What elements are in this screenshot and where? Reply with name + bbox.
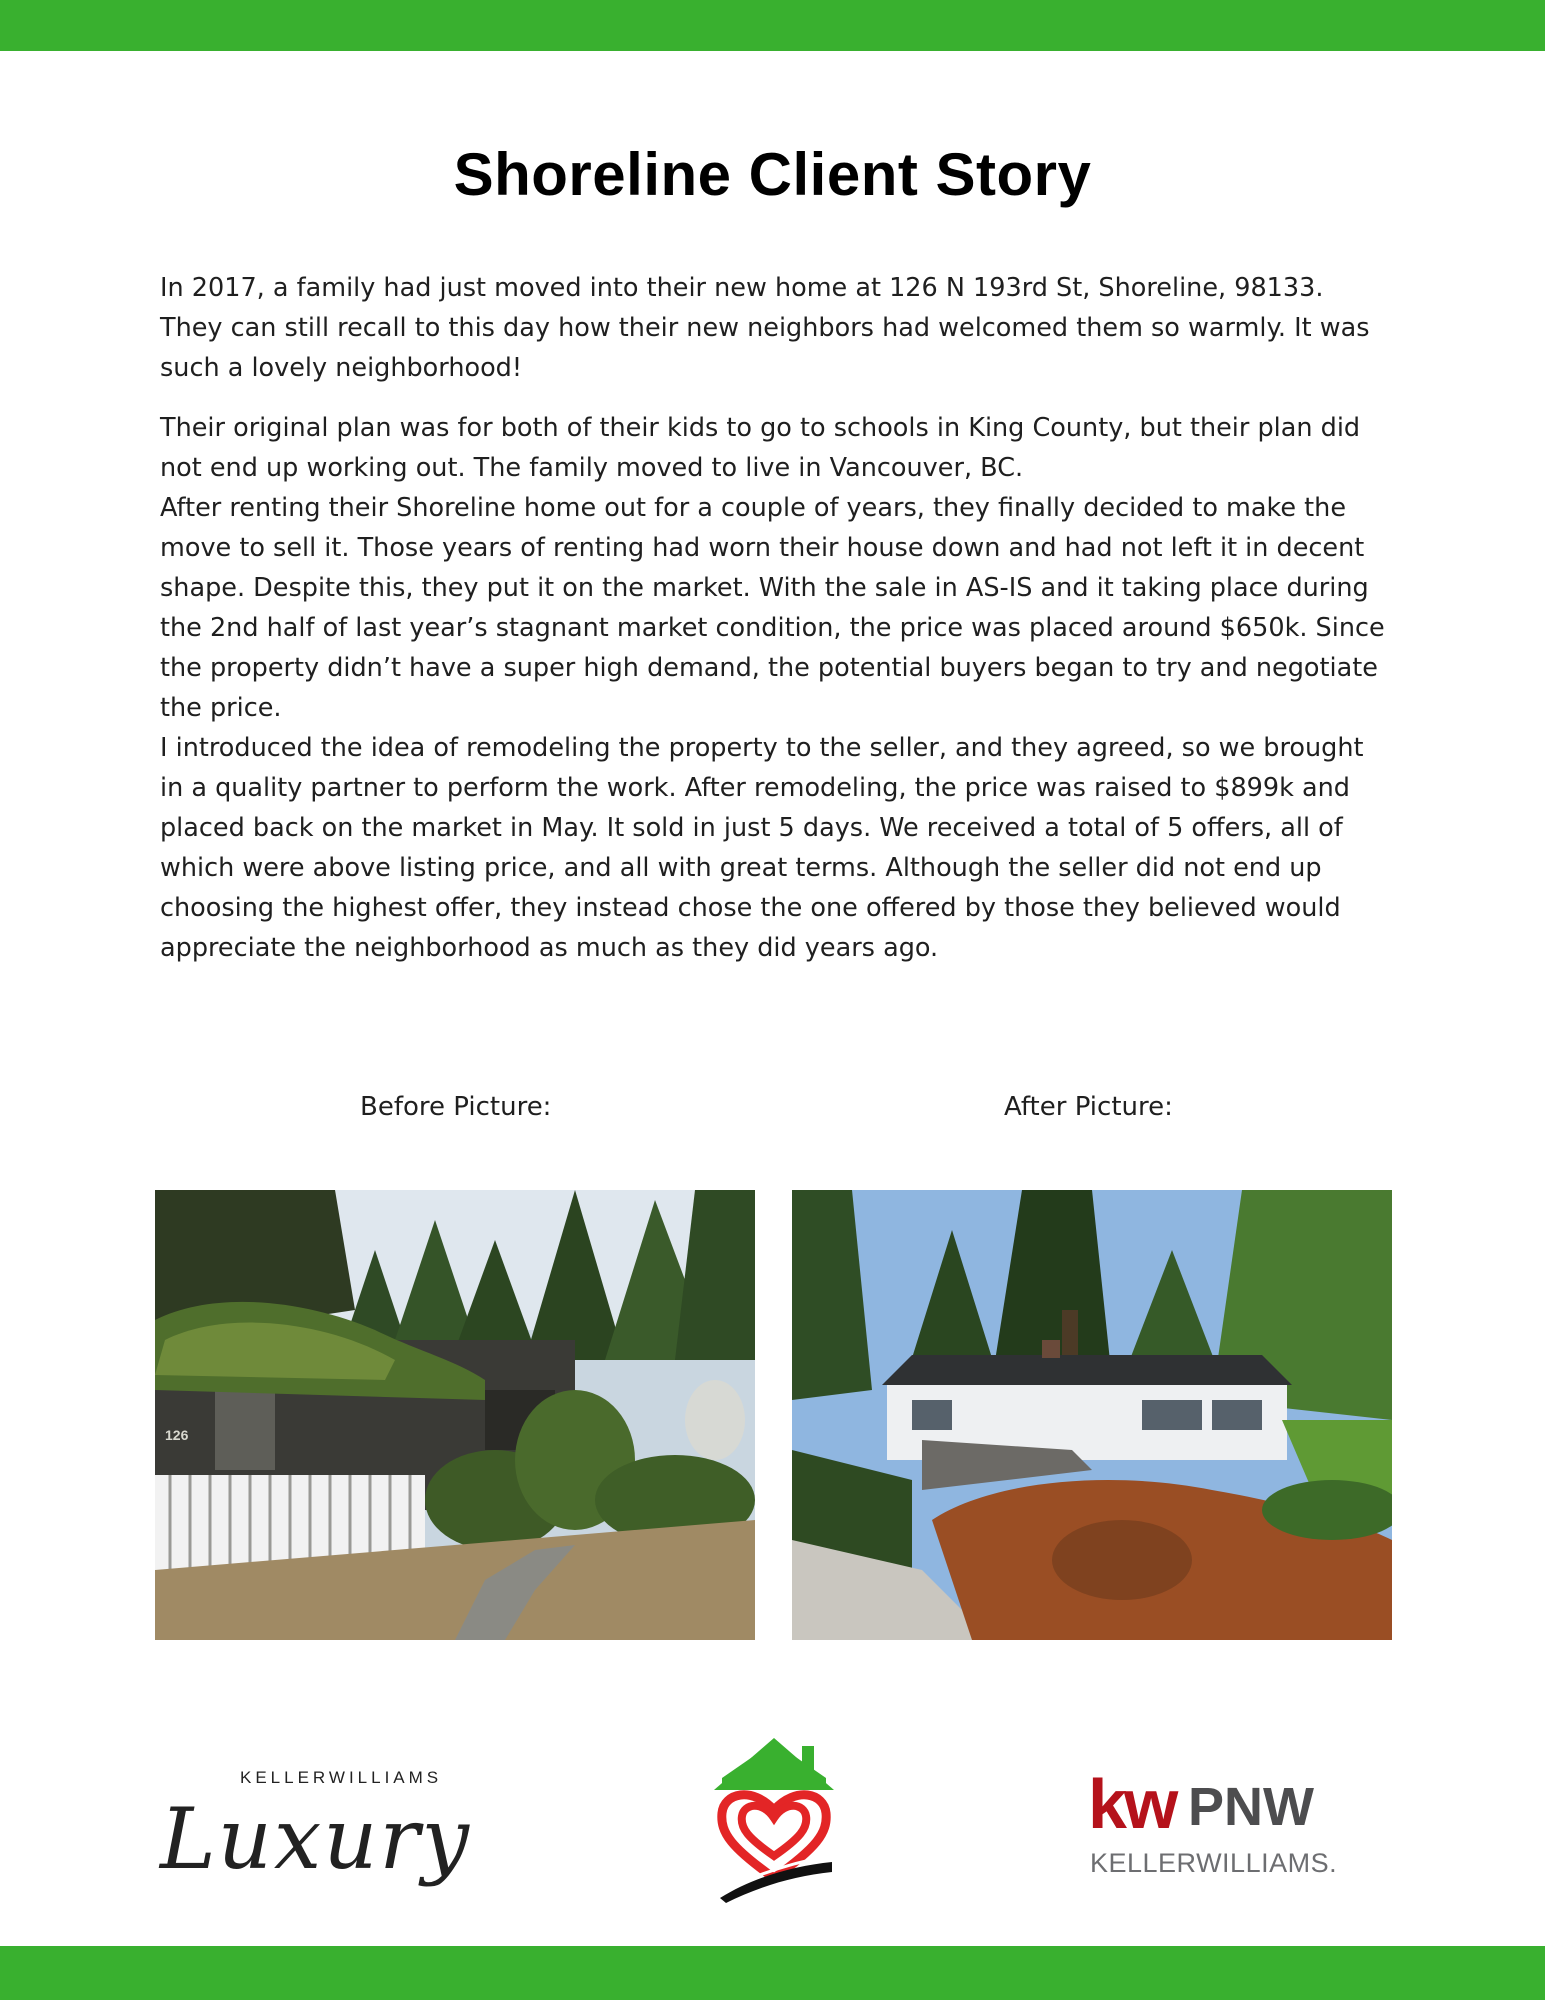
bottom-accent-bar <box>0 1946 1545 2000</box>
house-number: 126 <box>165 1427 189 1443</box>
after-photo <box>792 1190 1392 1640</box>
kw-wordmark: KELLERWILLIAMS. <box>1090 1848 1338 1878</box>
story-paragraph: After renting their Shoreline home out for a couple of years, they finally decided to make the move to sell it. Those years of renting had worn their house down and had not left it in decent shape. Despite this, they put it on the market. With the sale in AS-IS and it taking place during the 2nd half of last year’s stagnant market condition, the price was placed around $650k. Since the property didn’t have a super high demand, the potential buyers began to try and negotiate the price. <box>160 493 1385 723</box>
kw-luxury-logo <box>160 1760 550 1895</box>
page-title: Shoreline Client Story <box>453 141 1092 208</box>
heart-house-logo <box>712 1738 837 1903</box>
story-paragraph: Their original plan was for both of their kids to go to schools in King County, but their plan did not end up working out. The family moved to live in Vancouver, BC. <box>160 413 1361 483</box>
kw-mark: kw <box>1088 1765 1176 1843</box>
after-caption: After Picture: <box>1004 1092 1173 1122</box>
story-paragraph: In 2017, a family had just moved into their new home at 126 N 193rd St, Shoreline, 98133. They can still recall to this day how their new neighbors had welcomed them so warmly. It was such a lovely neighborhood! <box>160 273 1370 383</box>
kw-luxury-wordmark: KELLERWILLIAMS <box>240 1768 443 1787</box>
kw-pnw-logo <box>1088 1765 1338 1890</box>
kw-luxury-script: Luxury <box>160 1790 471 1888</box>
top-accent-bar <box>0 0 1545 51</box>
before-photo <box>155 1190 755 1640</box>
story-paragraph: I introduced the idea of remodeling the property to the seller, and they agreed, so we brought in a quality partner to perform the work. After remodeling, the price was raised to $899k and placed back on the market in May. It sold in just 5 days. We received a total of 5 offers, all of which were above listing price, and all with great terms. Although the seller did not end up choosing the highest offer, they instead chose the one offered by those they believed would appreciate the neighborhood as much as they did years ago. <box>160 733 1364 963</box>
kw-region: PNW <box>1188 1777 1314 1837</box>
story-body <box>160 268 1385 968</box>
before-caption: Before Picture: <box>360 1092 552 1122</box>
